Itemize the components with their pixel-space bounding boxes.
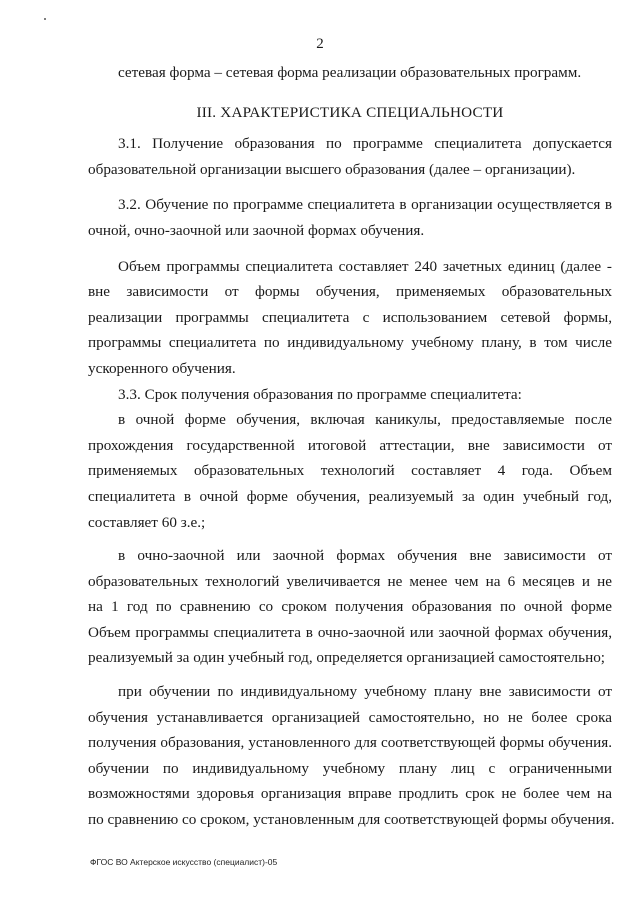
paragraph-line: вне зависимости от формы обучения, применяемых образовательных (88, 283, 612, 301)
paragraph-3-2 (88, 192, 612, 243)
paragraph-volume (88, 254, 612, 382)
section-heading: III. ХАРАКТЕРИСТИКА СПЕЦИАЛЬНОСТИ (196, 103, 504, 121)
paragraph-line: программы специалитета по индивидуальному учебному плану, в том числе (88, 334, 612, 352)
paragraph-3-1 (88, 131, 612, 182)
paragraph-line: реализуемый за один учебный год, определяется организацией самостоятельно; (88, 649, 606, 667)
paragraph-line: Объем программы специалитета составляет 240 зачетных единиц (далее - (118, 257, 612, 275)
paragraph-line: в очно-заочной или заочной формах обучения вне зависимости от (118, 547, 612, 565)
page-number: 2 (316, 36, 324, 52)
paragraph-line: Объем программы специалитета в очно-заочной или заочной формах обучения, (88, 623, 612, 641)
intro-line: сетевая форма – сетевая форма реализации образовательных программ. (118, 64, 582, 81)
scan-speck (44, 18, 46, 20)
paragraph-line: очной, очно-заочной или заочной формах обучения. (88, 221, 425, 239)
paragraph-line: ускоренного обучения. (88, 359, 236, 377)
paragraph-individual-plan (88, 679, 615, 833)
paragraph-part-time (88, 543, 612, 671)
paragraph-line: применяемых образовательных технологий составляет 4 года. Объем (88, 462, 612, 480)
document-body (88, 60, 615, 833)
paragraph-line: прохождения государственной итоговой аттестации, вне зависимости от (88, 436, 612, 454)
paragraph-line: обучения устанавливается организацией самостоятельно, но не более срока (88, 708, 612, 726)
paragraph-full-time (88, 407, 612, 535)
paragraph-line: 3.3. Срок получения образования по программе специалитета: (118, 385, 522, 403)
footer-text: ФГОС ВО Актерское искусство (специалист)-05 (90, 857, 278, 867)
paragraph-line: реализации программы специалитета с использованием сетевой формы, (88, 308, 612, 326)
paragraph-line: возможностями здоровья организация вправе продлить срок не более чем на (88, 785, 612, 803)
paragraph-3-3 (88, 382, 612, 408)
paragraph-line: на 1 год по сравнению со сроком получения образования по очной форме (88, 598, 612, 616)
paragraph-line: при обучении по индивидуальному учебному плану вне зависимости от (118, 683, 612, 701)
paragraph-line: обучении по индивидуальному учебному плану лиц с ограниченными (88, 759, 612, 777)
paragraph-line: образовательной организации высшего образования (далее – организации). (88, 160, 576, 178)
paragraph-line: по сравнению со сроком, установленным для соответствующей формы обучения. (88, 811, 615, 829)
paragraph-line: образовательных технологий увеличивается не менее чем на 6 месяцев и не (88, 572, 612, 590)
paragraph-line: в очной форме обучения, включая каникулы, предоставляемые после (118, 411, 612, 429)
paragraph-line: специалитета в очной форме обучения, реализуемый за один учебный год, (88, 487, 612, 505)
paragraph-line: 3.2. Обучение по программе специалитета в организации осуществляется в (118, 196, 612, 214)
paragraph-line: составляет 60 з.е.; (88, 513, 206, 531)
paragraph-line: получения образования, установленного для соответствующей формы обучения. (88, 734, 612, 752)
paragraph-line: 3.1. Получение образования по программе специалитета допускается (118, 135, 612, 153)
